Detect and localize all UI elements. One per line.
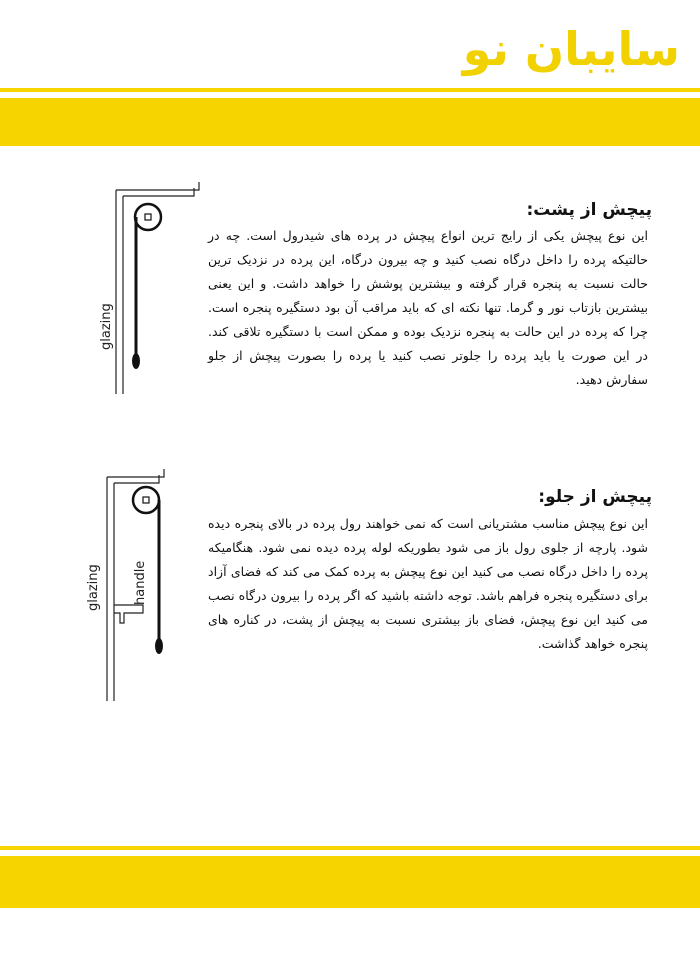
- section-front-body: این نوع پیچش مناسب مشتریانی است که نمی خواهند رول پرده در بالای پنجره دیده شود. پارچه از جلوی رول باز می شود بطوریکه لوله پرده دیده نمی شود. هنگامیکه پرده را داخل درگاه نصب می کنید این نوع پیچش به پرده کمک می کند که فضای آزاد برای دستگیره پنجره فراهم باشد. توجه داشته باشید که اگر پرده را بیرون درگاه نصب می کنید این نوع پیچش، فضای باز بیشتری نسبت به پیچش از پشت، در کناره های پنجره خواهد گذاشت.: [208, 516, 648, 651]
- header-thin-line: [0, 88, 700, 92]
- diagram-label-glazing: glazing: [86, 564, 101, 611]
- bottom-rail-icon: [132, 353, 140, 369]
- bracket-outer: [107, 469, 164, 477]
- header-band: [0, 98, 700, 146]
- footer-band: [0, 856, 700, 908]
- diagram-roll-back: [90, 180, 190, 410]
- bracket-inner: [123, 188, 194, 196]
- footer-thin-line: [0, 846, 700, 850]
- bracket-outer: [116, 182, 199, 190]
- bottom-rail-icon: [155, 638, 163, 654]
- roll-axle-icon: [143, 497, 149, 503]
- window-handle-icon: [114, 605, 143, 623]
- roll-axle-icon: [145, 214, 151, 220]
- brand-logo: [416, 14, 686, 86]
- diagram-roll-front: [80, 465, 190, 705]
- diagram-roll-back-svg: [90, 180, 190, 410]
- brand-logo-text: سایبان نو: [462, 22, 680, 76]
- diagram-label-glazing: glazing: [99, 303, 114, 350]
- bracket-inner: [114, 475, 159, 483]
- section-front-title: پیچش از جلو:: [538, 487, 652, 507]
- diagram-label-handle: handle: [133, 560, 148, 605]
- section-back-title: پیچش از پشت:: [526, 200, 652, 220]
- section-back-body: این نوع پیچش یکی از رایج ترین انواع پیچش در پرده های شیدرول است. چه در حالتیکه پرده را داخل درگاه نصب کنید و چه بیرون درگاه، این پرده در نزدیک ترین حالت نسبت به پنجره قرار گرفته و بیشترین پوشش را خواهد داشت. و این یعنی بیشترین بازتاب نور و گرما. تنها نکته ای که باید مراقب آن بود دستگیره پنجره است. چرا که پرده در این حالت به پنجره نزدیک بوده و ممکن است با دستگیره تلاقی کند. در این صورت یا باید پرده را جلوتر نصب کنید یا پرده را بصورت پیچش از جلو سفارش دهید.: [208, 228, 648, 387]
